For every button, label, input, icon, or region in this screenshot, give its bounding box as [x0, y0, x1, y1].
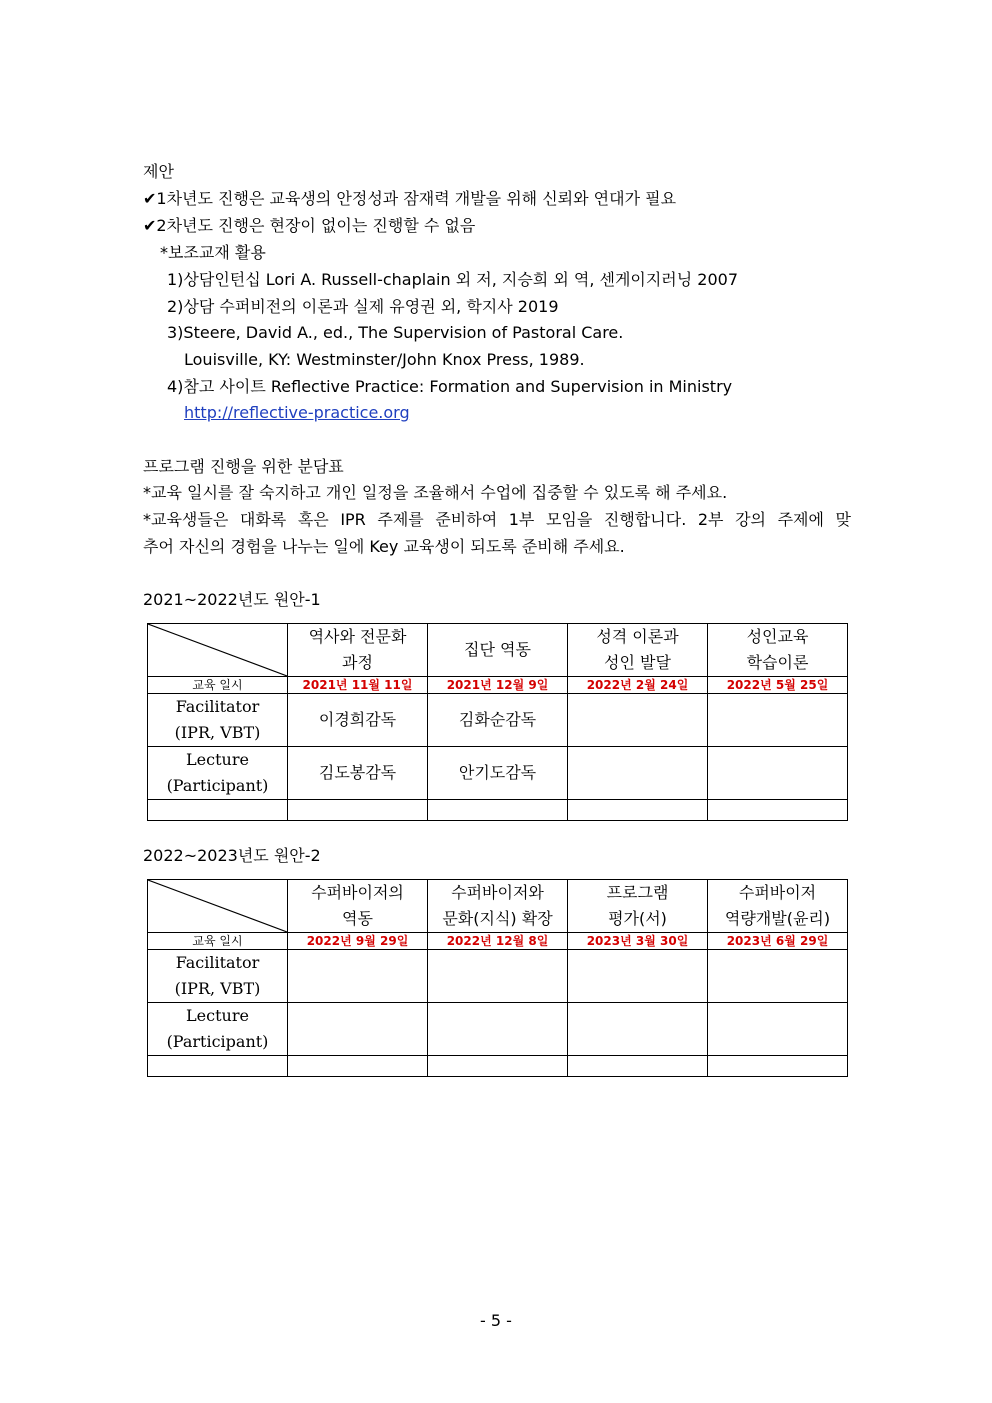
topic-cell: 수퍼바이저 역량개발(윤리) — [708, 880, 848, 933]
material-item-continuation: Louisville, KY: Westminster/John Knox Press, 1989. — [184, 350, 585, 369]
date-cell: 2022년 5월 25일 — [708, 677, 848, 694]
facilitator-label: Facilitator (IPR, VBT) — [148, 694, 288, 747]
topic-cell: 성인교육 학습이론 — [708, 624, 848, 677]
table-header-row — [148, 624, 848, 677]
diagonal-header-cell — [148, 880, 288, 933]
plan2-title: 2022~2023년도 원안-2 — [143, 846, 321, 865]
plan1-table — [147, 623, 848, 821]
date-cell: 2023년 6월 29일 — [708, 933, 848, 950]
proposal-heading: 제안 — [143, 162, 174, 181]
topic-cell: 수퍼바이저의 역동 — [288, 880, 428, 933]
date-cell: 2022년 2월 24일 — [568, 677, 708, 694]
date-row — [148, 933, 848, 950]
topic-cell: 역사와 전문화 과정 — [288, 624, 428, 677]
lecture-cell — [288, 1003, 428, 1056]
plan1-title: 2021~2022년도 원안-1 — [143, 590, 321, 609]
facilitator-cell — [288, 950, 428, 1003]
facilitator-cell — [708, 694, 848, 747]
lecture-label: Lecture (Participant) — [148, 1003, 288, 1056]
material-item: 2)상담 수퍼비전의 이론과 실제 유영권 외, 학지사 2019 — [167, 297, 559, 316]
facilitator-cell — [428, 950, 568, 1003]
reflective-practice-link[interactable]: http://reflective-practice.org — [184, 403, 410, 422]
date-label: 교육 일시 — [148, 677, 288, 694]
material-item: 3)Steere, David A., ed., The Supervision of Pastoral Care. — [167, 323, 624, 342]
facilitator-cell: 김화순감독 — [428, 694, 568, 747]
lecture-cell — [708, 747, 848, 800]
assignment-note-1: *교육 일시를 잘 숙지하고 개인 일정을 조율해서 수업에 집중할 수 있도록 해 주세요. — [143, 483, 728, 502]
facilitator-cell — [568, 950, 708, 1003]
proposal-item-1: ✔1차년도 진행은 교육생의 안정성과 잠재력 개발을 위해 신뢰와 연대가 필요 — [143, 189, 677, 208]
topic-cell: 수퍼바이저와 문화(지식) 확장 — [428, 880, 568, 933]
lecture-cell — [428, 1003, 568, 1056]
lecture-label: Lecture (Participant) — [148, 747, 288, 800]
date-label: 교육 일시 — [148, 933, 288, 950]
facilitator-label: Facilitator (IPR, VBT) — [148, 950, 288, 1003]
lecture-row — [148, 1003, 848, 1056]
assignment-heading: 프로그램 진행을 위한 분담표 — [143, 457, 344, 476]
page-number: - 5 - — [480, 1311, 512, 1330]
facilitator-cell — [568, 694, 708, 747]
lecture-cell — [568, 1003, 708, 1056]
lecture-cell: 김도봉감독 — [288, 747, 428, 800]
diagonal-header-cell — [148, 624, 288, 677]
material-item: 4)참고 사이트 Reflective Practice: Formation and Supervision in Ministry — [167, 377, 733, 396]
facilitator-cell: 이경희감독 — [288, 694, 428, 747]
plan2-table — [147, 879, 848, 1077]
lecture-cell — [708, 1003, 848, 1056]
date-row — [148, 677, 848, 694]
assignment-note-2: *교육생들은 대화록 혹은 IPR 주제를 준비하여 1부 모임을 진행합니다. 2부 강의 주제에 맞 — [143, 510, 851, 529]
topic-cell: 성격 이론과 성인 발달 — [568, 624, 708, 677]
lecture-cell — [568, 747, 708, 800]
empty-row — [148, 1056, 848, 1077]
facilitator-row — [148, 694, 848, 747]
lecture-row — [148, 747, 848, 800]
facilitator-row — [148, 950, 848, 1003]
lecture-cell: 안기도감독 — [428, 747, 568, 800]
topic-cell: 집단 역동 — [428, 624, 568, 677]
material-item: 1)상담인턴십 Lori A. Russell-chaplain 외 저, 지승희 외 역, 센게이지러닝 2007 — [167, 270, 739, 289]
assignment-note-2-continuation: 추어 자신의 경험을 나누는 일에 Key 교육생이 되도록 준비해 주세요. — [143, 537, 625, 556]
date-cell: 2022년 9월 29일 — [288, 933, 428, 950]
date-cell: 2022년 12월 8일 — [428, 933, 568, 950]
empty-row — [148, 800, 848, 821]
proposal-item-2: ✔2차년도 진행은 현장이 없이는 진행할 수 없음 — [143, 216, 476, 235]
date-cell: 2021년 11월 11일 — [288, 677, 428, 694]
topic-cell: 프로그램 평가(서) — [568, 880, 708, 933]
table-header-row — [148, 880, 848, 933]
materials-heading: *보조교재 활용 — [160, 243, 266, 262]
date-cell: 2021년 12월 9일 — [428, 677, 568, 694]
date-cell: 2023년 3월 30일 — [568, 933, 708, 950]
facilitator-cell — [708, 950, 848, 1003]
